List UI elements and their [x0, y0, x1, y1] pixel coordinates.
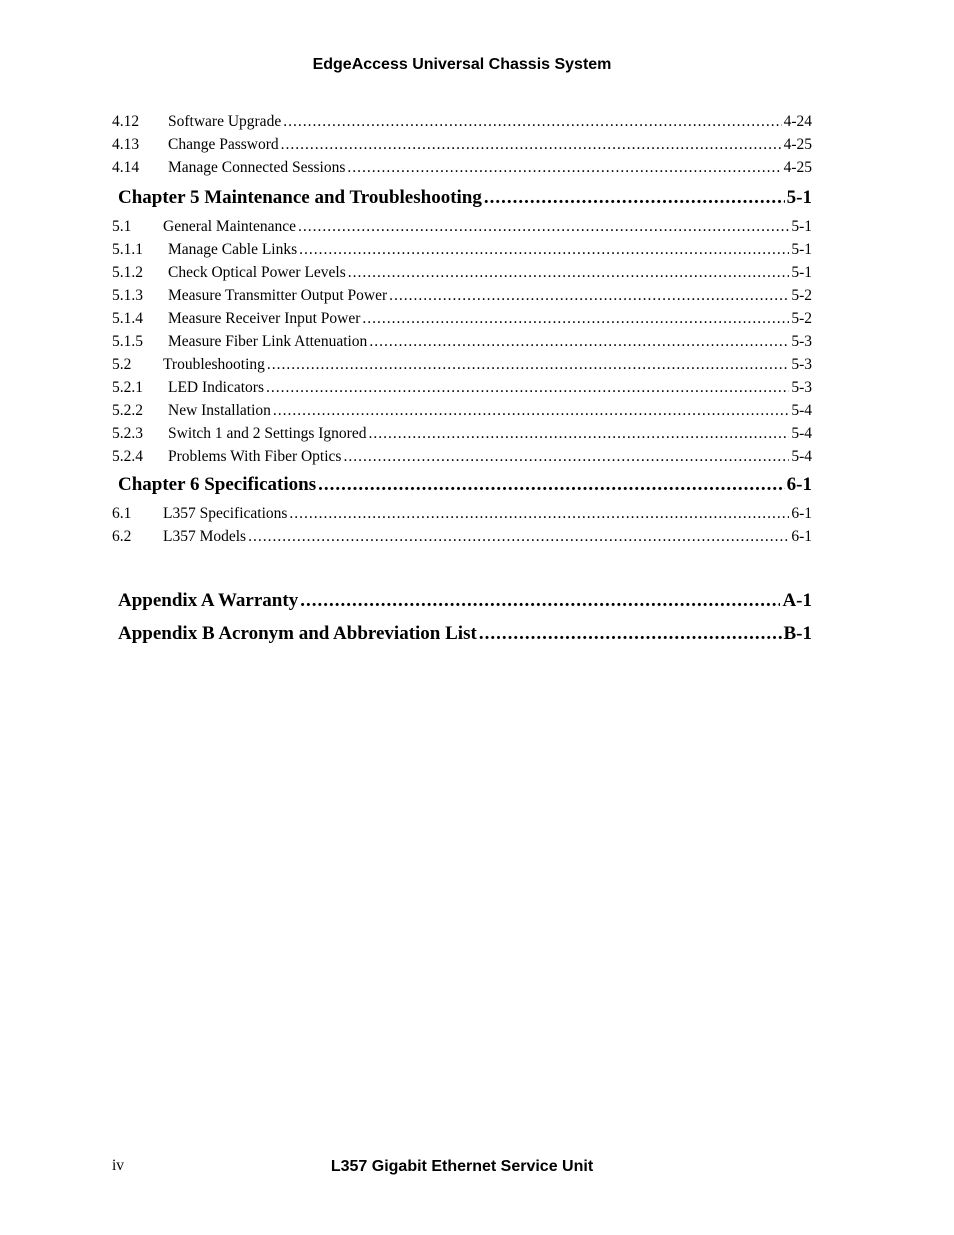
toc-entry-5-2-4[interactable] [112, 445, 812, 468]
toc-entry-page: 6-1 [791, 528, 812, 545]
toc-entry-number: 6.2 [112, 528, 132, 545]
toc-chapter-5[interactable] [112, 181, 812, 215]
toc-entry-5-1-2[interactable] [112, 261, 812, 284]
toc-chapter-title: Chapter 6 Specifications [118, 474, 317, 495]
toc-entry-page: 5-1 [791, 241, 812, 258]
dot-leader [343, 445, 789, 468]
toc-entry-title: Software Upgrade [168, 113, 282, 130]
toc-entry-4-14[interactable] [112, 156, 812, 179]
dot-leader [289, 502, 789, 525]
toc-entry-number: 5.2.1 [112, 379, 143, 396]
toc-entry-title: LED Indicators [168, 379, 264, 396]
dot-leader [273, 399, 789, 422]
toc-entry-5-1-1[interactable] [112, 238, 812, 261]
toc-chapter-page: 5-1 [786, 187, 812, 208]
toc-chapter-6[interactable] [112, 468, 812, 502]
dot-leader [484, 181, 785, 215]
toc-entry-4-13[interactable] [112, 133, 812, 156]
dot-leader [347, 156, 781, 179]
toc-entry-number: 4.12 [112, 113, 140, 130]
dot-leader [300, 584, 780, 617]
toc-entry-title: Change Password [168, 136, 279, 153]
toc-entry-number: 4.13 [112, 136, 140, 153]
toc-entry-number: 5.1.3 [112, 287, 143, 304]
toc-entry-6-1[interactable] [112, 502, 812, 525]
toc-entry-page: 5-2 [791, 287, 812, 304]
table-of-contents [112, 110, 812, 650]
toc-entry-page: 4-25 [783, 136, 812, 153]
toc-entry-page: 5-4 [791, 448, 812, 465]
running-footer: L357 Gigabit Ethernet Service Unit [330, 1158, 594, 1175]
dot-leader [479, 617, 782, 650]
toc-entry-title: L357 Models [163, 528, 247, 545]
toc-entry-page: 4-24 [783, 113, 812, 130]
dot-leader [318, 468, 785, 502]
toc-entry-page: 5-1 [791, 218, 812, 235]
dot-leader [298, 215, 789, 238]
toc-entry-number: 6.1 [112, 505, 132, 522]
dot-leader [368, 422, 789, 445]
dot-leader [266, 376, 789, 399]
toc-entry-title: Switch 1 and 2 Settings Ignored [168, 425, 367, 442]
toc-entry-title: New Installation [168, 402, 271, 419]
dot-leader [369, 330, 789, 353]
toc-entry-title: Measure Receiver Input Power [168, 310, 361, 327]
toc-entry-page: 5-2 [791, 310, 812, 327]
dot-leader [283, 110, 781, 133]
running-header: EdgeAccess Universal Chassis System [312, 56, 612, 73]
footer-page-number: iv [112, 1157, 125, 1174]
toc-entry-number: 5.1.2 [112, 264, 143, 281]
toc-entry-5-2-1[interactable] [112, 376, 812, 399]
toc-entry-page: 5-3 [791, 333, 812, 350]
toc-entry-number: 5.2.3 [112, 425, 143, 442]
toc-entry-page: 5-4 [791, 425, 812, 442]
toc-entry-5-2-2[interactable] [112, 399, 812, 422]
toc-entry-5-1-5[interactable] [112, 330, 812, 353]
toc-entry-page: 5-3 [791, 379, 812, 396]
dot-leader [248, 525, 789, 548]
toc-entry-title: Measure Transmitter Output Power [168, 287, 388, 304]
toc-appendix-title: Appendix B Acronym and Abbreviation List [118, 623, 477, 644]
toc-entry-number: 5.1 [112, 218, 132, 235]
toc-entry-number: 5.1.5 [112, 333, 143, 350]
toc-entry-page: 5-4 [791, 402, 812, 419]
toc-chapter-page: 6-1 [786, 474, 812, 495]
toc-entry-title: Measure Fiber Link Attenuation [168, 333, 368, 350]
toc-entry-title: Troubleshooting [163, 356, 265, 373]
toc-entry-5-1-4[interactable] [112, 307, 812, 330]
toc-entry-5-1-3[interactable] [112, 284, 812, 307]
toc-chapter-title: Chapter 5 Maintenance and Troubleshooting [118, 187, 482, 208]
toc-entry-number: 5.2 [112, 356, 132, 373]
toc-entry-title: Manage Cable Links [168, 241, 298, 258]
toc-entry-title: L357 Specifications [163, 505, 288, 522]
toc-entry-number: 5.1.4 [112, 310, 143, 327]
dot-leader [389, 284, 789, 307]
toc-appendix-page: B-1 [783, 623, 812, 644]
dot-leader [299, 238, 789, 261]
toc-entry-title: Problems With Fiber Optics [168, 448, 342, 465]
toc-entry-page: 5-3 [791, 356, 812, 373]
toc-entry-5-2[interactable] [112, 353, 812, 376]
dot-leader [348, 261, 790, 284]
toc-entry-page: 5-1 [791, 264, 812, 281]
dot-leader [281, 133, 782, 156]
toc-entry-6-2[interactable] [112, 525, 812, 548]
toc-entry-number: 5.1.1 [112, 241, 143, 258]
toc-entry-5-2-3[interactable] [112, 422, 812, 445]
toc-entry-page: 4-25 [783, 159, 812, 176]
toc-entry-number: 5.2.2 [112, 402, 143, 419]
toc-entry-title: Check Optical Power Levels [168, 264, 346, 281]
toc-appendix-title: Appendix A Warranty [118, 590, 299, 611]
toc-entry-number: 5.2.4 [112, 448, 143, 465]
toc-entry-page: 6-1 [791, 505, 812, 522]
toc-entry-5-1[interactable] [112, 215, 812, 238]
dot-leader [362, 307, 789, 330]
toc-entry-title: Manage Connected Sessions [168, 159, 346, 176]
toc-entry-number: 4.14 [112, 159, 140, 176]
toc-entry-4-12[interactable] [112, 110, 812, 133]
toc-entry-title: General Maintenance [163, 218, 296, 235]
toc-appendix-a[interactable] [112, 584, 812, 617]
toc-appendix-page: A-1 [782, 590, 812, 611]
toc-appendix-b[interactable] [112, 617, 812, 650]
dot-leader [267, 353, 789, 376]
